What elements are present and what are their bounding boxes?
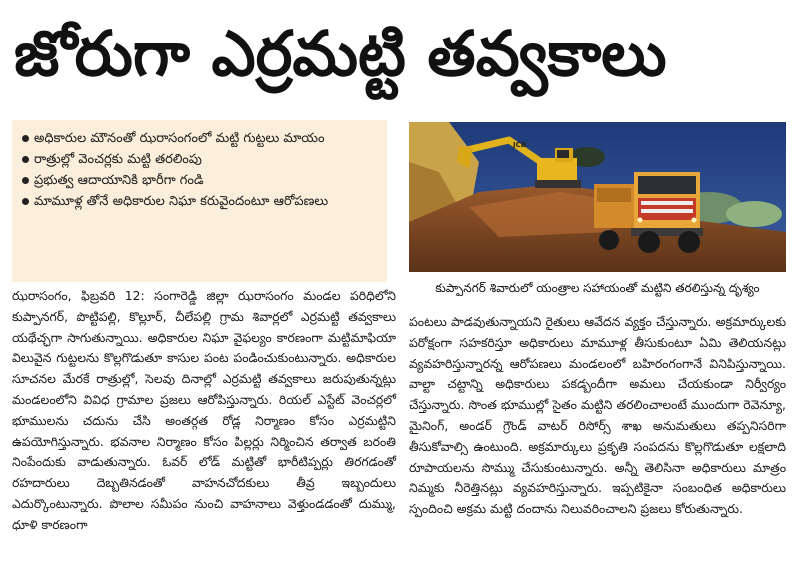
highlight-item: [22, 128, 377, 149]
dump-truck: [594, 172, 703, 253]
bullet-icon: [22, 198, 34, 205]
highlight-text: అధికారుల మౌనంతో ఝరాసంగంలో మట్టి గుట్టలు మాయం: [34, 131, 325, 146]
excavator-truck-photo: [409, 122, 786, 272]
bullet-icon: [22, 177, 34, 184]
bullet-icon: [22, 156, 34, 163]
highlight-item: [22, 191, 377, 212]
photo-caption: కుప్పానగర్ శివారులో యంత్రాల సహాయంతో మట్టిని తరలిస్తున్న దృశ్యం: [435, 281, 760, 295]
news-photo: [409, 122, 786, 272]
article-column-right: [409, 312, 786, 520]
highlight-text: రాత్రుల్లో వెంచర్లకు మట్టి తరలింపు: [34, 152, 202, 167]
article-column-left: [12, 286, 396, 536]
highlights-box: [12, 120, 387, 282]
article-text: ఝరాసంగం, ఫిబ్రవరి 12: సంగారెడ్డి జిల్లా ఝరాసంగం మండల పరిధిలోని కుప్పానగర్, పొట్టిపల్లి, కొల్లూర్, చీలేపల్లి గ్రామ శివార్లలో ఎర్రమట్టి తవ్వకాలు యథేచ్ఛగా సాగుతున్నాయి. అధికారుల నిఘా వైఫల్యం కారణంగా మట్టిమాఫియా విలువైన గుట్టలను కొల్లగొడుతూ కాసుల పంట పండించుకుంటున్నారు. అధికారుల సూచనల మేరకే రాత్రుల్లో, సెలవు దినాల్లో ఎర్రమట్టి తవ్వకాలు జరుపుతున్నట్లు మండలంలోని వివిధ గ్రామాల ప్రజలు ఆరోపిస్తున్నారు. రియల్ ఎస్టేట్ వెంచర్లలో భూములను చదును చేసి అంతర్గత రోడ్ల నిర్మాణం కోసం ఎర్రమట్టిని ఉపయోగిస్తున్నారు. భవనాల నిర్మాణం కోసం పిల్లర్లు నిర్మించిన తర్వాత బరంతి నింపేందుకు వాడుతున్నారు. ఓవర్ లోడ్ మట్టితో భారీటిప్పర్లు తిరగడంతో రహదారులు దెబ్బతినడంతో వాహనచోదకులు తీవ్ర ఇబ్బందులు ఎదుర్కొంటున్నారు. పొలాల సమీపం నుంచి వాహనాలు వెళ్తుండడంతో దుమ్ము, ధూళి కారణంగా: [12, 288, 396, 532]
highlight-item: [22, 170, 377, 191]
bullet-icon: [22, 135, 34, 142]
headline: జోరుగా ఎర్రమట్టి తవ్వకాలు: [14, 17, 667, 90]
jcb-logo-text: JCB: [513, 141, 527, 149]
highlight-text: ప్రభుత్వ ఆదాయానికి భారీగా గండి: [34, 173, 204, 188]
highlight-text: మామూళ్ల తోనే అధికారుల నిఘా కరువైందంటూ ఆరోపణలు: [34, 194, 329, 209]
article-text: పంటలు పాడవుతున్నాయని రైతులు ఆవేదన వ్యక్తం చేస్తున్నారు. అక్రమార్కులకు పరోక్షంగా సహకరిస్తూ అధికారులు మామూళ్ల తీసుకుంటూ ఏమి తెలియనట్లు వ్యవహరిస్తున్నారన్న ఆరోపణలు మండలంలో బహిరంగంగానే వినిపిస్తున్నాయి. వాల్టా చట్టాన్ని అధికారులు పకడ్బందీగా అమలు చేయకుండా నిర్వీర్యం చేస్తున్నారు. సొంత భూముల్లో సైతం మట్టిని తరలించాలంటే ముందుగా రెవెన్యూ, మైనింగ్, అండర్ గ్రౌండ్ వాటర్ రిసోర్స్ శాఖ అనుమతులు తప్పనిసరిగా తీసుకోవాల్సి ఉంటుంది. అక్రమార్కులు ప్రకృతి సంపదను కొల్లగొడుతూ లక్షలాది రూపాయలను సొమ్ము చేసుకుంటున్నారు. అన్నీ తెలిసినా అధికారులు మాత్రం నిమ్మకు నీరెత్తినట్లు వ్యవహరిస్తున్నారు. ఇప్పటికైనా సంబంధిత అధికారులు స్పందించి అక్రమ మట్టి దందాను నిలువరించాలని ప్రజలు కోరుతున్నారు.: [409, 314, 786, 517]
highlight-item: [22, 149, 377, 170]
